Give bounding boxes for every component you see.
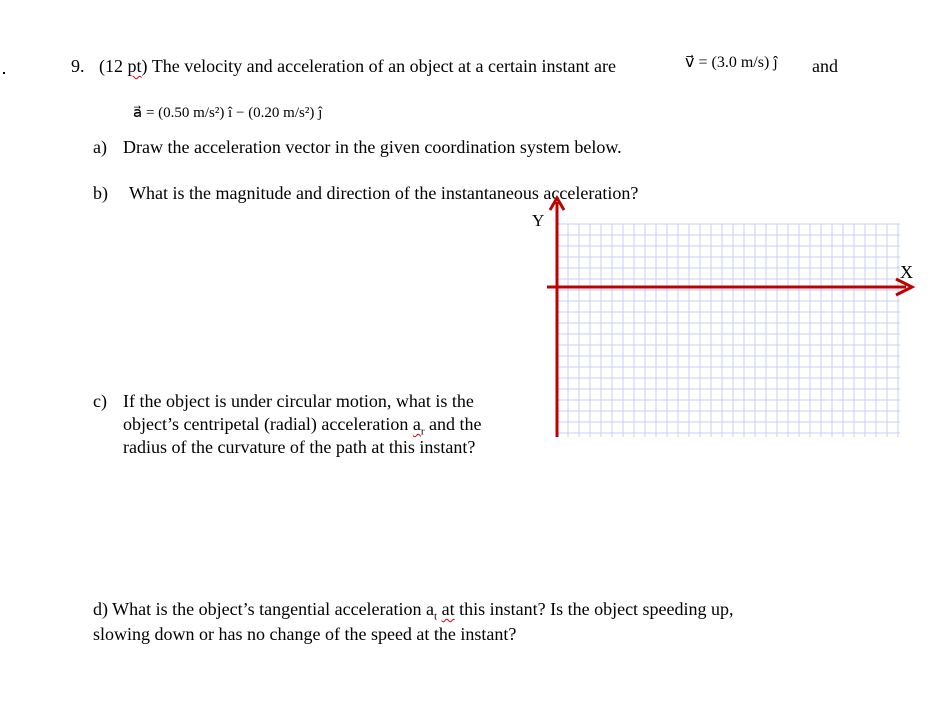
part-d-line-1-post: this instant? Is the object speeding up, — [454, 599, 734, 619]
part-b-text: What is the magnitude and direction of the instantaneous acceleration? — [129, 183, 639, 203]
question-intro: The velocity and acceleration of an object at a certain instant are — [151, 56, 616, 76]
points-open: (12 — [99, 56, 128, 76]
points-close: ) — [141, 56, 148, 76]
part-d-line-1-pre: d) What is the object’s tangential acceleration a — [93, 599, 435, 619]
part-c-line-2-pre: object’s centripetal (radial) acceleration — [123, 414, 413, 434]
part-a-text: Draw the acceleration vector in the given coordination system below. — [123, 137, 622, 157]
velocity-equation: v⃗ = (3.0 m/s) ĵ — [685, 54, 778, 71]
acceleration-equation: a⃗ = (0.50 m/s²) î − (0.20 m/s²) ĵ — [133, 105, 323, 121]
tangential-subscript: t — [434, 610, 438, 623]
part-b-letter: b) — [93, 183, 108, 203]
part-c-letter: c) — [93, 391, 107, 411]
graph-grid — [557, 224, 900, 437]
part-c-line-2-post: and the — [424, 414, 482, 434]
x-axis-label: X — [900, 262, 913, 282]
part-a-letter: a) — [93, 137, 107, 157]
part-c-line-1: If the object is under circular motion, what is the — [123, 391, 474, 411]
and-word: and — [812, 56, 838, 76]
question-number: 9. — [71, 56, 85, 76]
y-axis-label: Y — [532, 211, 545, 230]
part-d-line-2: slowing down or has no change of the speed at the instant? — [93, 624, 517, 644]
points-word: pt — [127, 56, 142, 76]
radial-acceleration-symbol: $a_r$ — [412, 414, 425, 438]
part-c-line-3: radius of the curvature of the path at this instant? — [123, 437, 476, 457]
part-d-at-word: at — [441, 599, 455, 619]
